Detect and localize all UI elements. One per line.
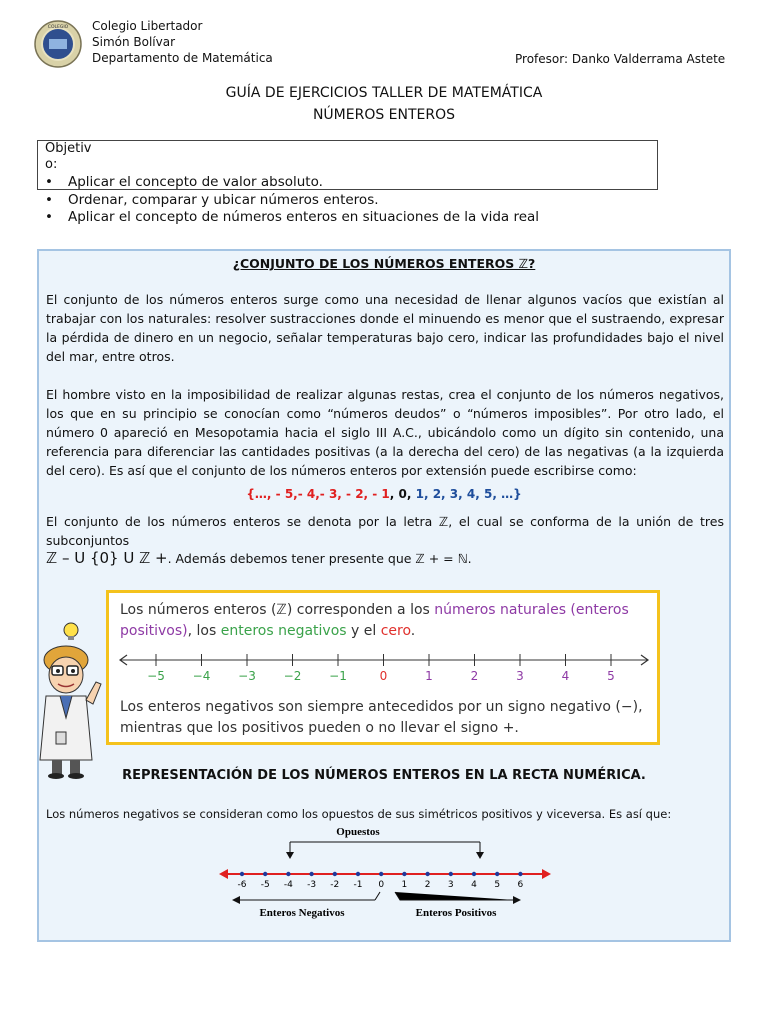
tick-label: 1 [425,669,433,683]
info-naturales: números naturales (enteros [434,602,629,618]
tick-label: 2 [424,880,431,890]
tick-point [425,872,429,876]
department: Departamento de Matemática [92,51,273,65]
tick-point [472,872,476,876]
info-text: Los números enteros (ℤ) corresponden a los [120,602,435,618]
teacher-cartoon [38,620,108,780]
arrow-down-icon [286,852,294,859]
info-text: , los [187,623,221,639]
objective-item: Ordenar, comparar y ubicar números enteros. [68,191,379,208]
tick-label: 1 [401,880,408,890]
info-line-4: mientras que los positivos pueden o no llevar el signo +. [120,720,519,736]
section-title: ¿CONJUNTO DE LOS NÚMEROS ENTEROS ℤ? [232,256,536,271]
tick-label: 3 [447,880,454,890]
tick-label: -1 [353,880,363,890]
tick-label: 2 [470,669,479,683]
set-zero: , 0, [389,487,416,501]
representation-title: REPRESENTACIÓN DE LOS NÚMEROS ENTEROS EN LA RECTA NUMÉRICA. [122,768,646,783]
tick-point [449,872,453,876]
tick-point [379,872,383,876]
tick-label: -5 [260,880,270,890]
paragraph-3b-rest: . Además debemos tener presente que ℤ + = ℕ. [167,551,472,566]
tick-label: −2 [283,669,302,683]
info-text: y el [346,623,381,639]
integer-set [37,487,731,501]
paragraph-3: El conjunto de los números enteros se denota por la letra ℤ, el cual se conforma de la unión de tres subconjuntos [46,514,724,548]
arrow-right-icon [542,869,551,879]
tick-label: 4 [561,669,570,683]
tick-point [286,872,290,876]
positive-integers-label: Enteros Positivos [415,907,497,919]
info-cero: cero [380,623,411,639]
tick-point [263,872,267,876]
tick-point [356,872,360,876]
tick-point [402,872,406,876]
tick-label: -6 [237,880,247,890]
tick-label: 5 [494,880,501,890]
representation-text: Los números negativos se consideran como los opuestos de sus simétricos positivos y viceversa. Es así que: [46,807,672,821]
school-info [92,18,273,66]
objective-label-part2: o: [45,157,58,172]
tick-point [333,872,337,876]
tick-point [240,872,244,876]
set-positives: 1, 2, 3, 4, 5 [415,487,493,501]
info-line-2 [120,621,650,642]
tick-label: 5 [607,669,615,683]
info-line-1 [120,600,650,621]
teacher-name: Profesor: Danko Valderrama Astete [515,52,726,66]
objective-item: Aplicar el concepto de valor absoluto. [68,174,323,190]
tick-point [518,872,522,876]
arrow-left-icon [219,869,228,879]
objective-label [45,141,105,173]
objective-label-part1: Objetiv [45,141,92,156]
arrow-down-icon [476,852,484,859]
paragraph-1: El conjunto de los números enteros surge como una necesidad de llenar algunos vacíos que existían al trabajar con los naturales: resolver sustracciones donde el minuendo es menor que el sustraendo, expresar la pérdida de dinero en un negocio, señalar temperaturas bajo cero, indicar las profundidades bajo el nivel del mar, entre otros. [46,292,724,364]
bullet: • [45,174,53,190]
info-line-3: Los enteros negativos son siempre antecedidos por un signo negativo (−), [120,699,643,715]
set-close: , …} [492,487,522,501]
tick-label: 6 [517,880,524,890]
title-line1: GUÍA DE EJERCICIOS TALLER DE MATEMÁTICA [225,85,543,101]
tick-label: −4 [192,669,211,683]
opuestos-label: Opuestos [336,826,380,838]
objective-list [45,174,539,227]
list-item [45,192,539,210]
info-text: . [410,623,416,639]
school-logo [34,20,82,68]
arrow-left-icon [232,896,240,904]
school-name-line1: Colegio Libertador [92,19,203,33]
title-line2: NÚMEROS ENTEROS [312,107,456,123]
info-positivos: positivos) [120,623,188,639]
paragraph-3b [46,549,724,568]
school-name-line2: Simón Bolívar [92,35,176,49]
tick-label: 0 [378,880,385,890]
info-negativos: enteros negativos [220,623,347,639]
page-title [0,82,768,126]
tick-point [495,872,499,876]
tick-label: −1 [329,669,347,683]
tick-label: −5 [147,669,165,683]
objective-item: Aplicar el concepto de números enteros en situaciones de la vida real [68,209,540,225]
svg-text:COLEGIO: COLEGIO [47,25,69,30]
set-negatives: - 5,- 4,- 3, - 2, - 1 [275,487,390,501]
info-number-line [116,648,656,684]
tick-label: -3 [307,880,317,890]
list-item [45,174,539,192]
subset-union: ℤ – U {0} U ℤ + [46,549,168,567]
set-open: {…, [246,487,276,501]
tick-label: 4 [471,880,477,890]
bullet: • [45,209,53,225]
tick-label: -4 [283,880,293,890]
list-item [45,209,539,227]
arrow-right-icon [513,896,521,904]
tick-label: 0 [379,669,388,683]
number-line-diagram [210,822,560,922]
tick-label: 3 [516,669,524,683]
tick-point [309,872,313,876]
bullet: • [45,191,53,208]
tick-label: −3 [238,669,256,683]
paragraph-2: El hombre visto en la imposibilidad de realizar algunas restas, crea el conjunto de los números negativos, los que en su principio se conocían como “números deudos” o “números imposibles”. Por otro lado, el número 0 apareció en Mesopotamia hacia el siglo III A.C., ubicándolo como un dígito sin contenido, una referencia para diferenciar las cantidades positivas (a la derecha del cero) de las negativas (a la izquierda del cero). Es así que el conjunto de los números enteros por extensión puede escribirse como: [46,387,724,478]
negative-integers-label: Enteros Negativos [259,907,345,919]
tick-label: -2 [330,880,340,890]
